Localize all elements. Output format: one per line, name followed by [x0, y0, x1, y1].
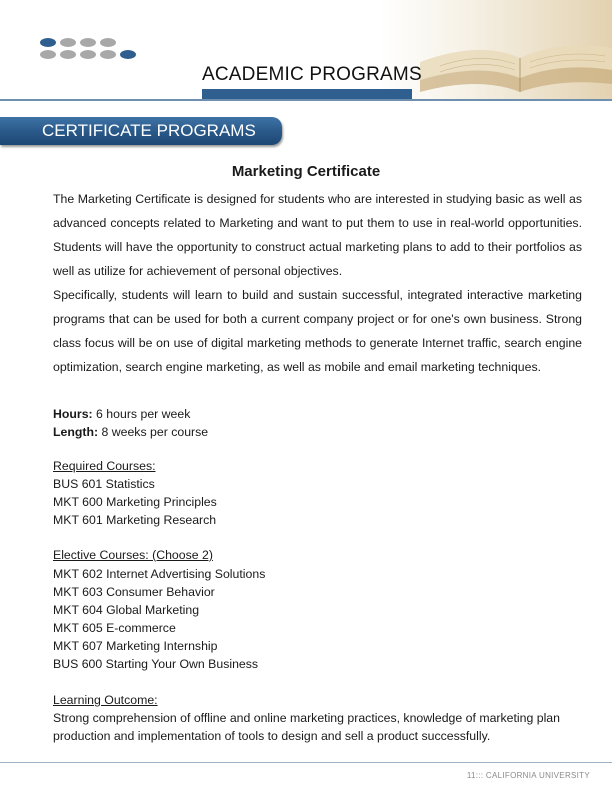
hours-value: 6 hours per week: [92, 407, 191, 421]
dot-icon: [60, 50, 76, 59]
learning-outcome-heading: Learning Outcome:: [53, 693, 158, 707]
elective-courses-heading: Elective Courses: (Choose 2): [53, 548, 213, 562]
dot-icon: [100, 50, 116, 59]
intro-paragraph: The Marketing Certificate is designed for students who are interested in studying basic as well as advanced concepts related to Marketing and want to put them to use in real-world opportunities. Students will have the opportunity to construct actual marketing plans to add to their portfolios as well as utilize for achievement of personal objectives.: [53, 192, 582, 278]
list-item: MKT 601 Marketing Research: [53, 513, 217, 527]
learning-outcome-text: Strong comprehension of offline and online marketing practices, knowledge of marketing plan production and implementation of tools to design and sell a product successfully.: [53, 711, 560, 743]
length-label: Length:: [53, 425, 99, 439]
list-item: MKT 600 Marketing Principles: [53, 495, 217, 509]
list-item: MKT 604 Global Marketing: [53, 603, 200, 617]
hours-line: [53, 405, 190, 423]
list-item: BUS 600 Starting Your Own Business: [53, 657, 259, 671]
length-line: [53, 423, 208, 441]
list-item: MKT 607 Marketing Internship: [53, 639, 218, 653]
list-item: MKT 605 E-commerce: [53, 621, 176, 635]
page-footer: 11::: CALIFORNIA UNIVERSITY: [466, 771, 590, 780]
dot-icon: [80, 38, 96, 47]
dot-icon: [120, 50, 136, 59]
focus-paragraph: Specifically, students will learn to build and sustain successful, integrated interactive marketing programs that can be used for both a current company project or for one's own business. Strong class focus will be on use of digital marketing methods to generate Internet traffic, search engine optimization, search engine marketing, as well as mobile and email marketing techniques.: [53, 288, 582, 374]
required-courses-heading: Required Courses:: [53, 459, 156, 473]
list-item: BUS 601 Statistics: [53, 477, 155, 491]
list-item: MKT 602 Internet Advertising Solutions: [53, 567, 266, 581]
dot-icon: [60, 38, 76, 47]
dot-icon: [80, 50, 96, 59]
dot-icon: [100, 38, 116, 47]
hours-label: Hours:: [53, 407, 93, 421]
page-header-title: ACADEMIC PROGRAMS: [202, 64, 422, 85]
header-divider: [0, 99, 612, 101]
dot-icon: [40, 50, 56, 59]
section-banner: CERTIFICATE PROGRAMS: [0, 117, 282, 145]
header-accent-bar: [202, 89, 412, 99]
length-value: 8 weeks per course: [98, 425, 209, 439]
dot-icon: [40, 38, 56, 47]
page-title: Marketing Certificate: [231, 163, 381, 180]
list-item: MKT 603 Consumer Behavior: [53, 585, 215, 599]
footer-divider: [0, 762, 612, 763]
